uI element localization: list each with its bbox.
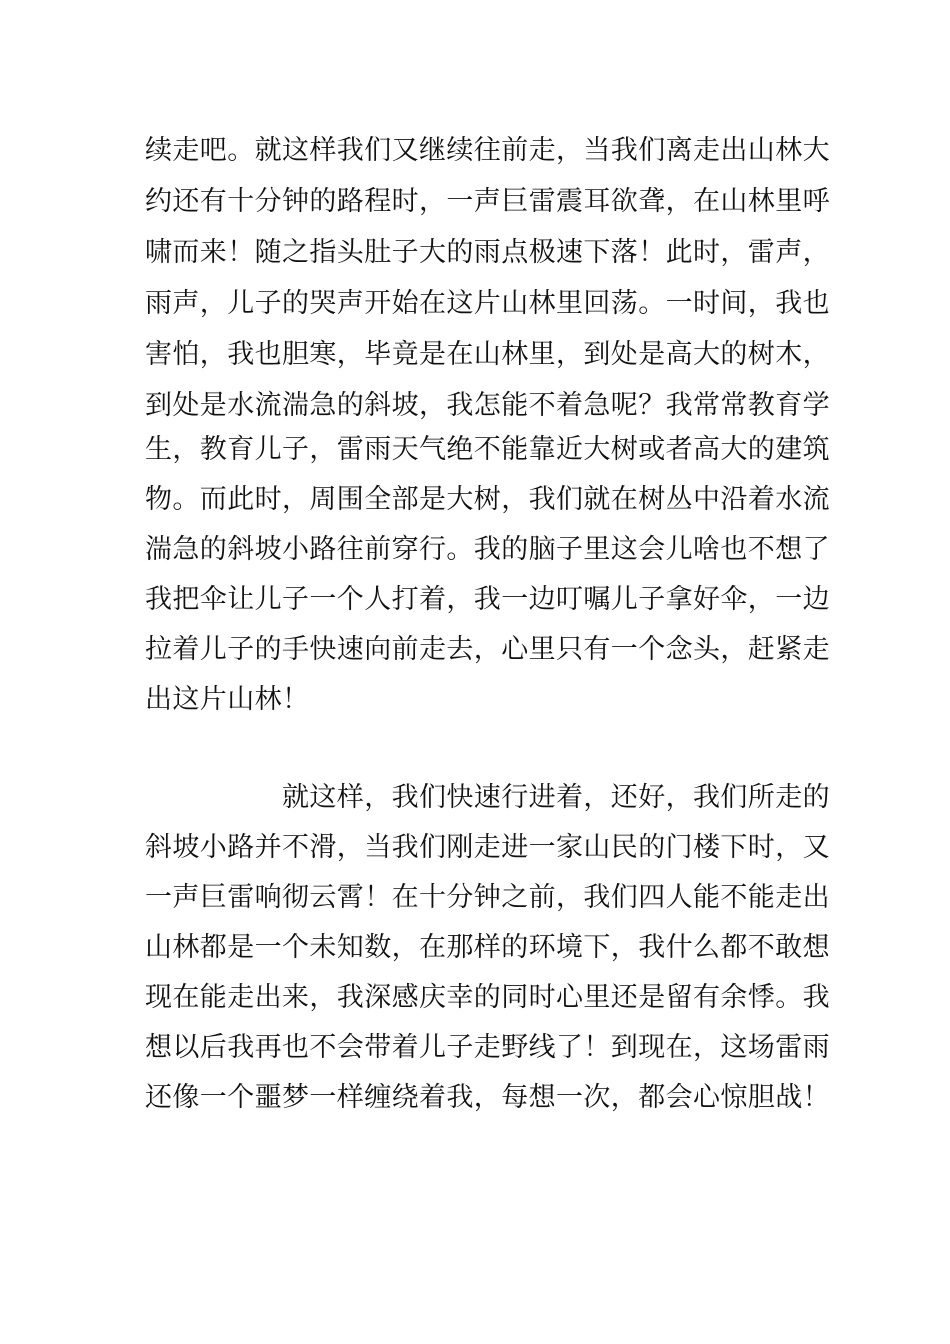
text-line: 想以后我再也不会带着儿子走野线了！到现在，这场雷雨: [145, 1032, 830, 1063]
text-line: 还像一个噩梦一样缠绕着我，每想一次，都会心惊胆战！: [145, 1082, 830, 1113]
text-line: 斜坡小路并不滑，当我们刚走进一家山民的门楼下时，又: [145, 832, 830, 863]
text-line: 续走吧。就这样我们又继续往前走，当我们离走出山林大: [145, 135, 830, 166]
text-line: 雨声，儿子的哭声开始在这片山林里回荡。一时间，我也: [145, 288, 830, 319]
text-line: 现在能走出来，我深感庆幸的同时心里还是留有余悸。我: [145, 982, 830, 1013]
text-line: 湍急的斜坡小路往前穿行。我的脑子里这会儿啥也不想了: [145, 534, 830, 565]
text-line: 拉着儿子的手快速向前走去，心里只有一个念头，赶紧走: [145, 634, 830, 665]
text-line: 一声巨雷响彻云霄！在十分钟之前，我们四人能不能走出: [145, 882, 830, 913]
text-line: 山林都是一个未知数，在那样的环境下，我什么都不敢想: [145, 932, 830, 963]
text-line: 我把伞让儿子一个人打着，我一边叮嘱儿子拿好伞，一边: [145, 584, 830, 615]
text-line: 到处是水流湍急的斜坡，我怎能不着急呢？我常常教育学: [145, 390, 830, 421]
text-line: 约还有十分钟的路程时，一声巨雷震耳欲聋，在山林里呼: [145, 186, 830, 217]
text-line: 出这片山林！: [145, 684, 310, 715]
text-line: 害怕，我也胆寒，毕竟是在山林里，到处是高大的树木，: [145, 339, 830, 370]
text-line: 就这样，我们快速行进着，还好，我们所走的: [282, 782, 830, 813]
text-line: 物。而此时，周围全部是大树，我们就在树丛中沿着水流: [145, 484, 830, 515]
text-line: 生，教育儿子，雷雨天气绝不能靠近大树或者高大的建筑: [145, 434, 830, 465]
text-line: 啸而来！随之指头肚子大的雨点极速下落！此时，雷声，: [145, 237, 830, 268]
